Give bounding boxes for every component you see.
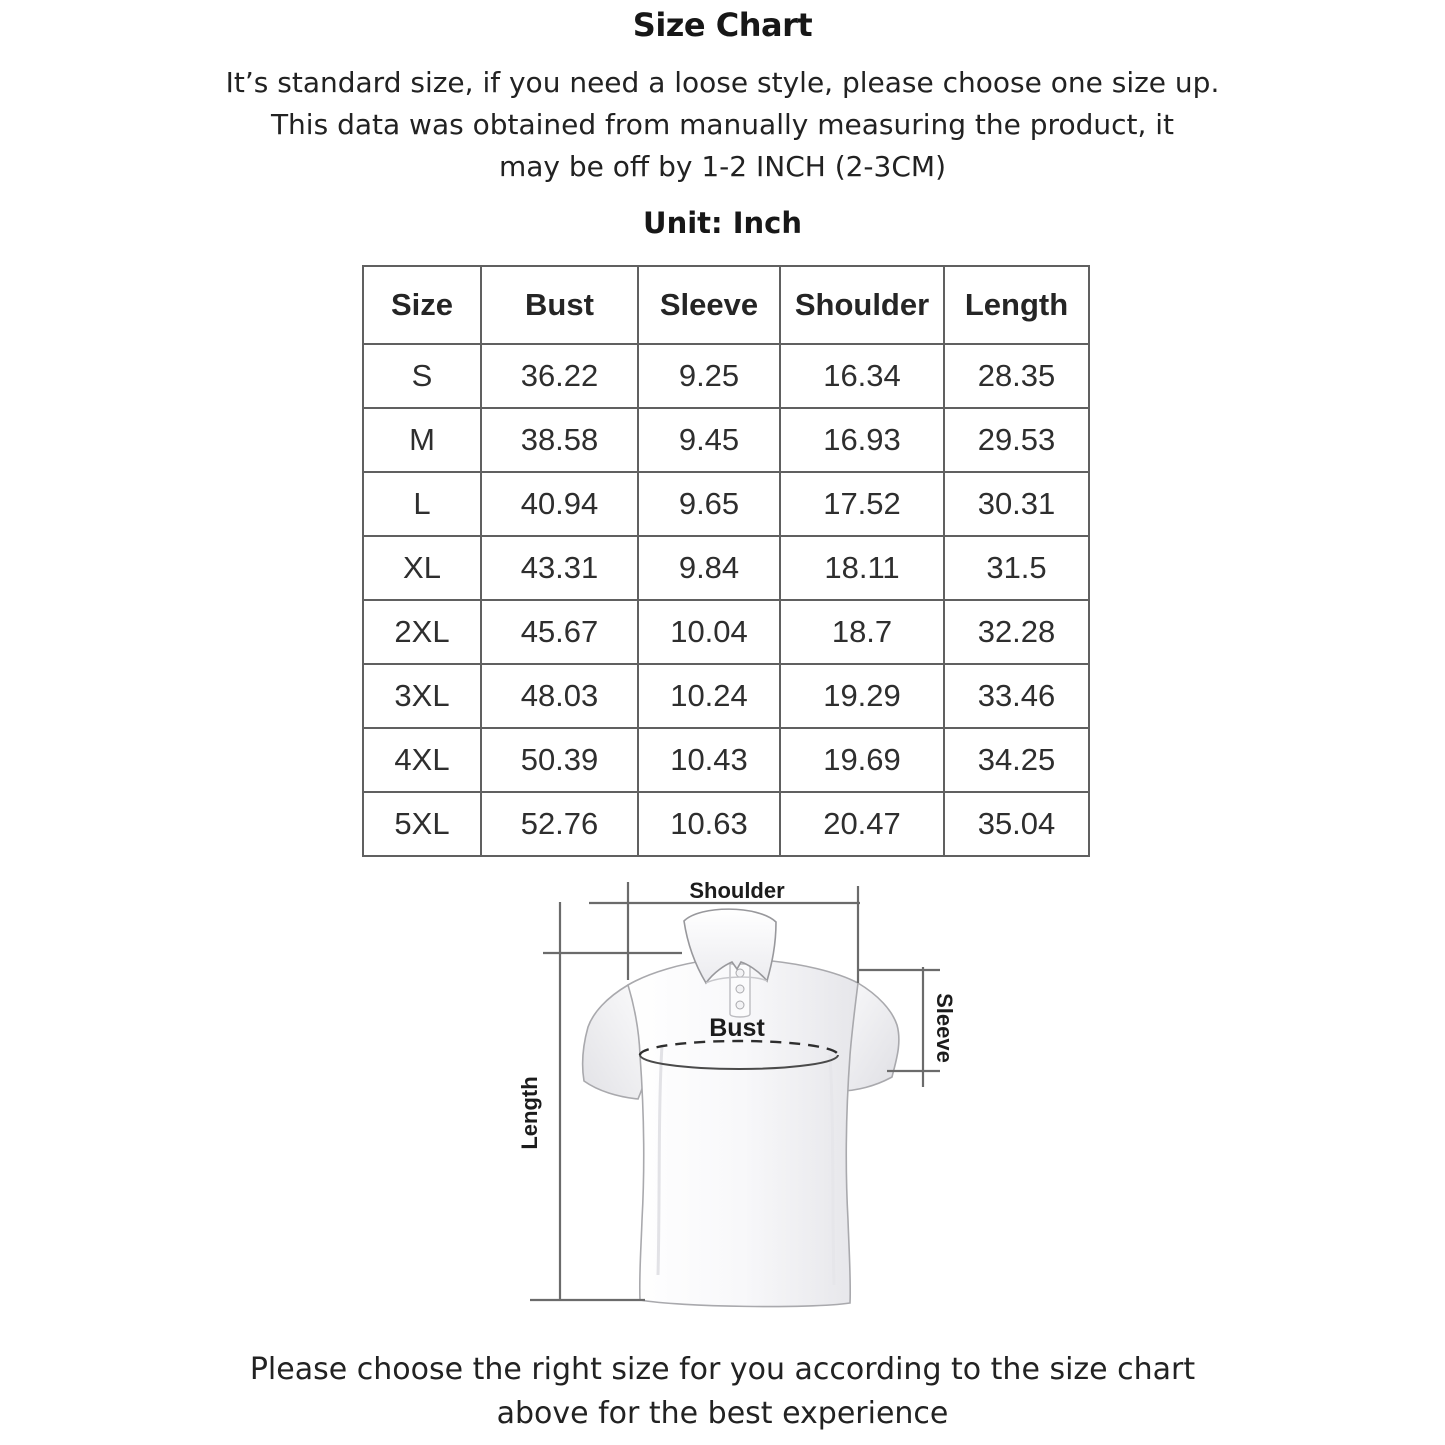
size-cell: L [363,472,481,536]
bust-label: Bust [709,1014,765,1042]
value-cell: 19.69 [780,728,944,792]
size-cell: 2XL [363,600,481,664]
value-cell: 17.52 [780,472,944,536]
value-cell: 45.67 [481,600,638,664]
intro-text [0,62,1445,188]
page-title: Size Chart [632,6,813,44]
value-cell: 10.04 [638,600,780,664]
sleeve-label: Sleeve [932,993,957,1063]
value-cell: 36.22 [481,344,638,408]
table-row [363,728,1089,792]
value-cell: 52.76 [481,792,638,856]
value-cell: 43.31 [481,536,638,600]
value-cell: 9.25 [638,344,780,408]
value-cell: 35.04 [944,792,1089,856]
size-cell: 4XL [363,728,481,792]
length-label: Length [517,1076,542,1150]
value-cell: 18.11 [780,536,944,600]
value-cell: 10.43 [638,728,780,792]
column-header-size: Size [363,266,481,344]
table-row [363,472,1089,536]
column-header-bust: Bust [481,266,638,344]
unit-label: Unit: Inch [643,206,802,240]
table-row [363,600,1089,664]
column-header-shoulder: Shoulder [780,266,944,344]
table-row [363,536,1089,600]
intro-line-1: It’s standard size, if you need a loose style, please choose one size up. [225,66,1220,99]
value-cell: 9.84 [638,536,780,600]
value-cell: 19.29 [780,664,944,728]
value-cell: 16.93 [780,408,944,472]
value-cell: 31.5 [944,536,1089,600]
value-cell: 29.53 [944,408,1089,472]
value-cell: 40.94 [481,472,638,536]
size-cell: S [363,344,481,408]
header-row [363,266,1089,344]
column-header-length: Length [944,266,1089,344]
value-cell: 9.45 [638,408,780,472]
value-cell: 18.7 [780,600,944,664]
table-row [363,792,1089,856]
value-cell: 32.28 [944,600,1089,664]
value-cell: 10.24 [638,664,780,728]
size-cell: M [363,408,481,472]
shoulder-label: Shoulder [689,878,785,903]
size-table-body [363,344,1089,856]
placket-button-3 [736,1001,744,1009]
table-row [363,344,1089,408]
value-cell: 38.58 [481,408,638,472]
footer-line-2: above for the best experience [496,1396,949,1431]
value-cell: 30.31 [944,472,1089,536]
value-cell: 28.35 [944,344,1089,408]
value-cell: 9.65 [638,472,780,536]
size-table [362,265,1090,857]
value-cell: 10.63 [638,792,780,856]
footer-line-1: Please choose the right size for you according to the size chart [249,1352,1196,1387]
value-cell: 50.39 [481,728,638,792]
table-row [363,408,1089,472]
value-cell: 34.25 [944,728,1089,792]
size-cell: XL [363,536,481,600]
measurement-diagram [500,855,1000,1345]
placket-button-2 [736,985,744,993]
intro-line-2: This data was obtained from manually measuring the product, it [270,108,1175,141]
polo-shirt-illustration [583,909,899,1306]
column-header-sleeve: Sleeve [638,266,780,344]
value-cell: 48.03 [481,664,638,728]
value-cell: 33.46 [944,664,1089,728]
value-cell: 20.47 [780,792,944,856]
size-cell: 5XL [363,792,481,856]
table-row [363,664,1089,728]
footer-note [0,1348,1445,1436]
value-cell: 16.34 [780,344,944,408]
size-cell: 3XL [363,664,481,728]
size-table-header [363,266,1089,344]
intro-line-3: may be off by 1-2 INCH (2-3CM) [498,150,946,183]
